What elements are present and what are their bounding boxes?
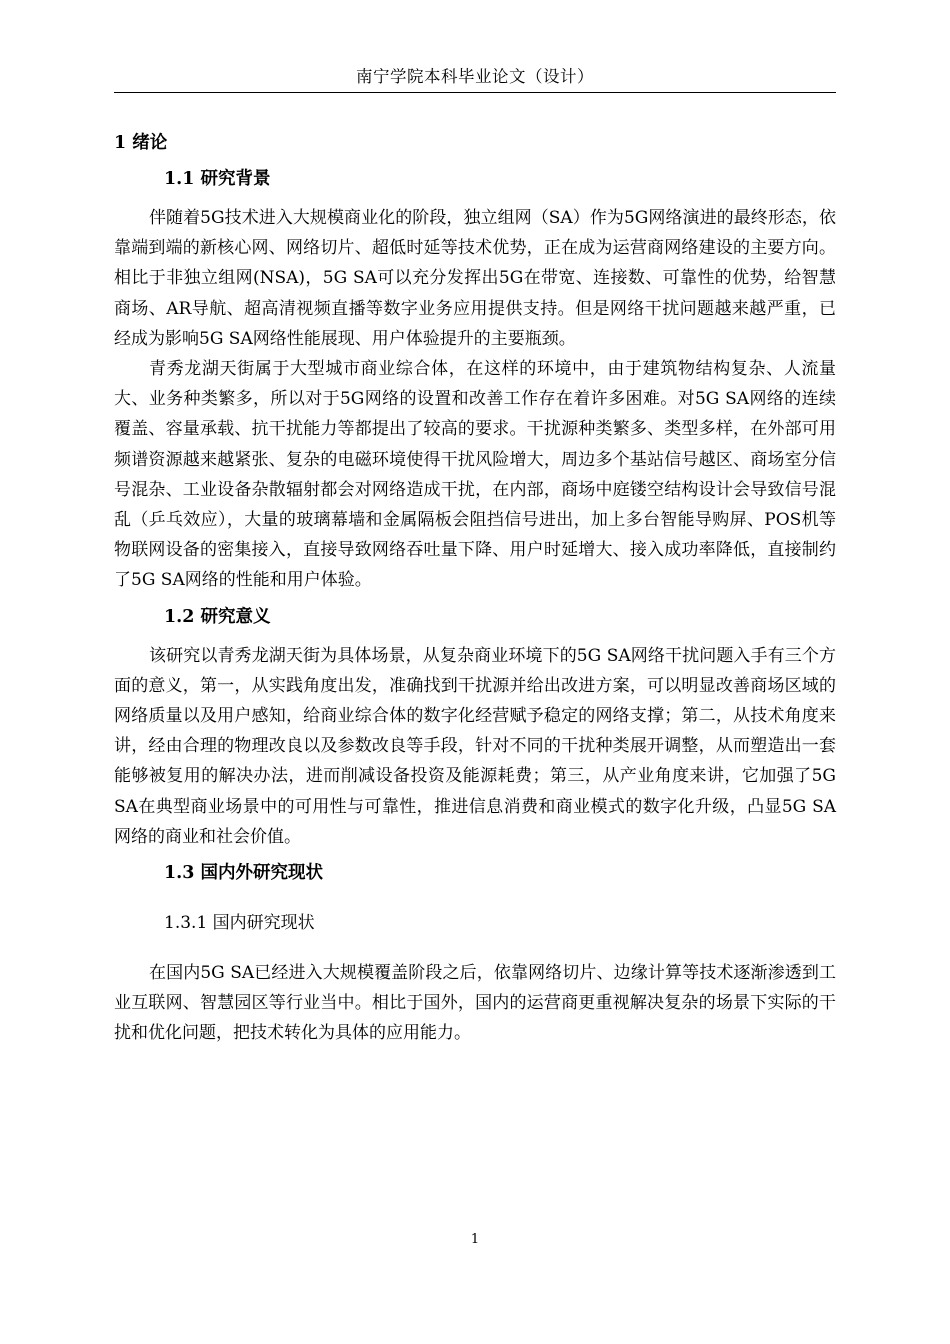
header-rule bbox=[114, 92, 836, 93]
page-number: 1 bbox=[470, 1232, 480, 1247]
section-heading-1-1: 1.1 研究背景 bbox=[164, 169, 271, 189]
page-header-title: 南宁学院本科毕业论文（设计） bbox=[356, 67, 594, 86]
paragraph-background-1: 伴随着5G技术进入大规模商业化的阶段，独立组网（SA）作为5G网络演进的最终形态，依靠端到端的新核心网、网络切片、超低时延等技术优势，正在成为运营商网络建设的主要方向。相比于非独立组网(NSA)，5G SA可以充分发挥出5G在带宽、连接数、可靠性的优势，给智慧商场、AR导航、超高清视频直播等数字业务应用提供支持。但是网络干扰问题越来越严重，已经成为影响5G SA网络性能展现、用户体验提升的主要瓶颈。 bbox=[114, 208, 836, 349]
chapter-title: 1 绪论 bbox=[114, 133, 168, 153]
paragraph-background-2: 青秀龙湖天街属于大型城市商业综合体，在这样的环境中，由于建筑物结构复杂、人流量大、业务种类繁多，所以对于5G网络的设置和改善工作存在着许多困难。对5G SA网络的连续覆盖、容量承载、抗干扰能力等都提出了较高的要求。干扰源种类繁多、类型多样，在外部可用频谱资源越来越紧张、复杂的电磁环境使得干扰风险增大，周边多个基站信号越区、商场室分信号混杂、工业设备杂散辐射都会对网络造成干扰，在内部，商场中庭镂空结构设计会导致信号混乱（乒乓效应），大量的玻璃幕墙和金属隔板会阻挡信号进出，加上多台智能导购屏、POS机等物联网设备的密集接入，直接导致网络吞吐量下降、用户时延增大、接入成功率降低，直接制约了5G SA网络的性能和用户体验。 bbox=[114, 359, 836, 591]
document-body bbox=[114, 128, 836, 1049]
section-heading-1-2: 1.2 研究意义 bbox=[164, 606, 271, 627]
subsection-heading-1-3-1: 1.3.1 国内研究现状 bbox=[164, 913, 315, 934]
section-heading-1-3: 1.3 国内外研究现状 bbox=[164, 863, 324, 884]
paragraph-domestic-status: 在国内5G SA已经进入大规模覆盖阶段之后，依靠网络切片、边缘计算等技术逐渐渗透到工业互联网、智慧园区等行业当中。相比于国外，国内的运营商更重视解决复杂的场景下实际的干扰和优化问题，把技术转化为具体的应用能力。 bbox=[114, 963, 836, 1044]
paragraph-significance: 该研究以青秀龙湖天街为具体场景，从复杂商业环境下的5G SA网络干扰问题入手有三个方面的意义，第一，从实践角度出发，准确找到干扰源并给出改进方案，可以明显改善商场区域的网络质量以及用户感知，给商业综合体的数字化经营赋予稳定的网络支撑；第二，从技术角度来讲，经由合理的物理改良以及参数改良等手段，针对不同的干扰种类展开调整，从而塑造出一套能够被复用的解决办法，进而削减设备投资及能源耗费；第三，从产业角度来讲，它加强了5G SA在典型商业场景中的可用性与可靠性，推进信息消费和商业模式的数字化升级，凸显5G SA网络的商业和社会价值。 bbox=[114, 645, 836, 847]
